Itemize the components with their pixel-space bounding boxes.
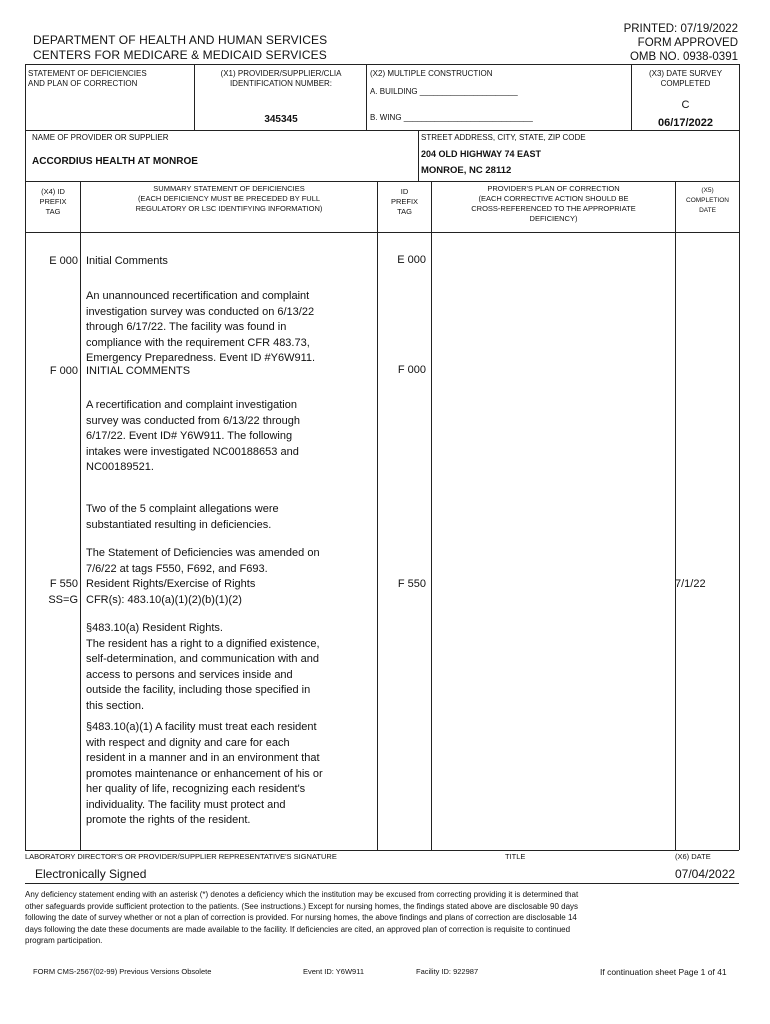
address-line2: MONROE, NC 28112 bbox=[421, 165, 512, 176]
header-divider bbox=[25, 232, 739, 233]
footnote: Any deficiency statement ending with an asterisk (*) denotes a deficiency which the institution may be excused from correcting providing it is determined that other safeguards provide sufficient protection to the patients. (See instructions.) Except for nursing homes, the findings stated above are disclosable 90 days following the date of survey whether or not a plan of correction is provided. For nursing homes, the above findings and plans of correction are disclosable 14 days following the date these documents are made available to the facility. If deficiencies are cited, an approved plan of correction is requisite to continued program participation. bbox=[25, 890, 579, 945]
col-divider-1 bbox=[80, 181, 81, 850]
paragraph-resident-rights: §483.10(a) Resident Rights. The resident has a right to a dignified existence, self-determination, and communication with and access to persons and services inside and outside the facility, including those specified in this section. bbox=[86, 622, 320, 712]
provider-id-number: 345345 bbox=[264, 114, 298, 125]
signature-label: LABORATORY DIRECTOR'S OR PROVIDER/SUPPLIER REPRESENTATIVE'S SIGNATURE bbox=[25, 852, 337, 861]
box-divider-2 bbox=[25, 181, 739, 182]
tag-e000-title: Initial Comments bbox=[86, 255, 168, 267]
facility-id: Facility ID: 922987 bbox=[416, 967, 479, 976]
x4-header: (X4) ID PREFIX TAG bbox=[39, 187, 67, 216]
address-divider bbox=[418, 130, 419, 181]
signature-value: Electronically Signed bbox=[35, 867, 147, 881]
x2-building: A. BUILDING ______________________ bbox=[370, 87, 518, 96]
signature-bottom-border bbox=[25, 883, 739, 884]
left-border bbox=[25, 64, 26, 850]
page-indicator: If continuation sheet Page 1 of 41 bbox=[600, 967, 727, 977]
paragraph-dignity: §483.10(a)(1) A facility must treat each resident with respect and dignity and care for each resident in a manner and in an environment that promotes maintenance or enhancement of his or her quality of life, recognizing each resident's individuality. The facility must protect and promote the rights of the resident. bbox=[86, 721, 323, 826]
plan-header: PROVIDER'S PLAN OF CORRECTION (EACH CORRECTIVE ACTION SHOULD BE CROSS-REFERENCED TO THE APPROPRIATE DEFICIENCY) bbox=[471, 184, 636, 223]
address-line1: 204 OLD HIGHWAY 74 EAST bbox=[421, 149, 542, 159]
id-tag-e000: E 000 bbox=[397, 254, 426, 266]
completion-date-f550: 7/1/22 bbox=[675, 578, 706, 590]
x2-wing: B. WING _____________________________ bbox=[370, 113, 533, 122]
x2-divider bbox=[366, 64, 367, 130]
print-info bbox=[624, 22, 738, 64]
id-header: ID PREFIX TAG bbox=[390, 187, 419, 216]
x3-code: C bbox=[681, 99, 690, 111]
x6-date-label: (X6) DATE bbox=[675, 852, 711, 861]
id-tag-f000: F 000 bbox=[397, 364, 426, 376]
tag-e000: E 000 bbox=[49, 255, 78, 267]
tag-f550: F 550 SS=G bbox=[48, 578, 78, 606]
department-name: DEPARTMENT OF HEALTH AND HUMAN SERVICES bbox=[33, 33, 328, 47]
form-approved: FORM APPROVED bbox=[637, 37, 738, 49]
tag-f000: F 000 bbox=[49, 365, 78, 377]
x1-label: (X1) PROVIDER/SUPPLIER/CLIA IDENTIFICATION NUMBER: bbox=[220, 69, 342, 88]
provider-name: ACCORDIUS HEALTH AT MONROE bbox=[32, 156, 198, 167]
col-divider-3 bbox=[431, 181, 432, 850]
paragraph-complaints: Two of the 5 complaint allegations were substantiated resulting in deficiencies. bbox=[86, 503, 279, 531]
form-number: FORM CMS-2567(02-99) Previous Versions Obsolete bbox=[33, 967, 212, 976]
statement-label: STATEMENT OF DEFICIENCIES AND PLAN OF CORRECTION bbox=[28, 69, 147, 88]
department-header bbox=[33, 33, 327, 63]
signature-date: 07/04/2022 bbox=[675, 867, 736, 881]
right-border bbox=[739, 64, 740, 850]
tag-f000-title: INITIAL COMMENTS bbox=[86, 365, 191, 377]
col-divider-2 bbox=[377, 181, 378, 850]
omb-number: OMB NO. 0938-0391 bbox=[629, 51, 738, 63]
body-bottom-border bbox=[25, 850, 739, 851]
paragraph-f000: A recertification and complaint investigation survey was conducted from 6/13/22 through 6/17/22. Event ID# Y6W911. The following intakes were investigated NC00188653 and NC00189521. bbox=[86, 399, 301, 473]
paragraph-e000: An unannounced recertification and complaint investigation survey was conducted on 6/13/22 through 6/17/22. The facility was found in compliance with the requirement CFR 483.73, Emergency Preparedness. Event ID #Y6W911. bbox=[86, 290, 316, 364]
tag-f550-title: Resident Rights/Exercise of Rights CFR(s): 483.10(a)(1)(2)(b)(1)(2) bbox=[86, 578, 256, 606]
title-label: TITLE bbox=[505, 852, 526, 861]
x2-label: (X2) MULTIPLE CONSTRUCTION bbox=[370, 69, 493, 78]
address-label: STREET ADDRESS, CITY, STATE, ZIP CODE bbox=[421, 133, 586, 142]
event-id: Event ID: Y6W911 bbox=[303, 967, 365, 976]
col-divider-4 bbox=[675, 181, 676, 850]
provider-label: NAME OF PROVIDER OR SUPPLIER bbox=[32, 133, 169, 142]
survey-date: 06/17/2022 bbox=[657, 117, 714, 129]
x1-divider bbox=[194, 64, 195, 130]
x3-label: (X3) DATE SURVEY COMPLETED bbox=[648, 69, 723, 88]
agency-name: CENTERS FOR MEDICARE & MEDICAID SERVICES bbox=[33, 48, 327, 62]
paragraph-amended: The Statement of Deficiencies was amended on 7/6/22 at tags F550, F692, and F693. bbox=[86, 547, 320, 575]
printed-date: PRINTED: 07/19/2022 bbox=[623, 23, 738, 35]
summary-header: SUMMARY STATEMENT OF DEFICIENCIES (EACH DEFICIENCY MUST BE PRECEDED BY FULL REGULATORY OR LSC IDENTIFYING INFORMATION) bbox=[135, 184, 323, 213]
box-divider-1 bbox=[25, 130, 739, 131]
id-tag-f550: F 550 bbox=[397, 578, 426, 590]
x5-header: (X5) COMPLETION DATE bbox=[686, 187, 729, 214]
